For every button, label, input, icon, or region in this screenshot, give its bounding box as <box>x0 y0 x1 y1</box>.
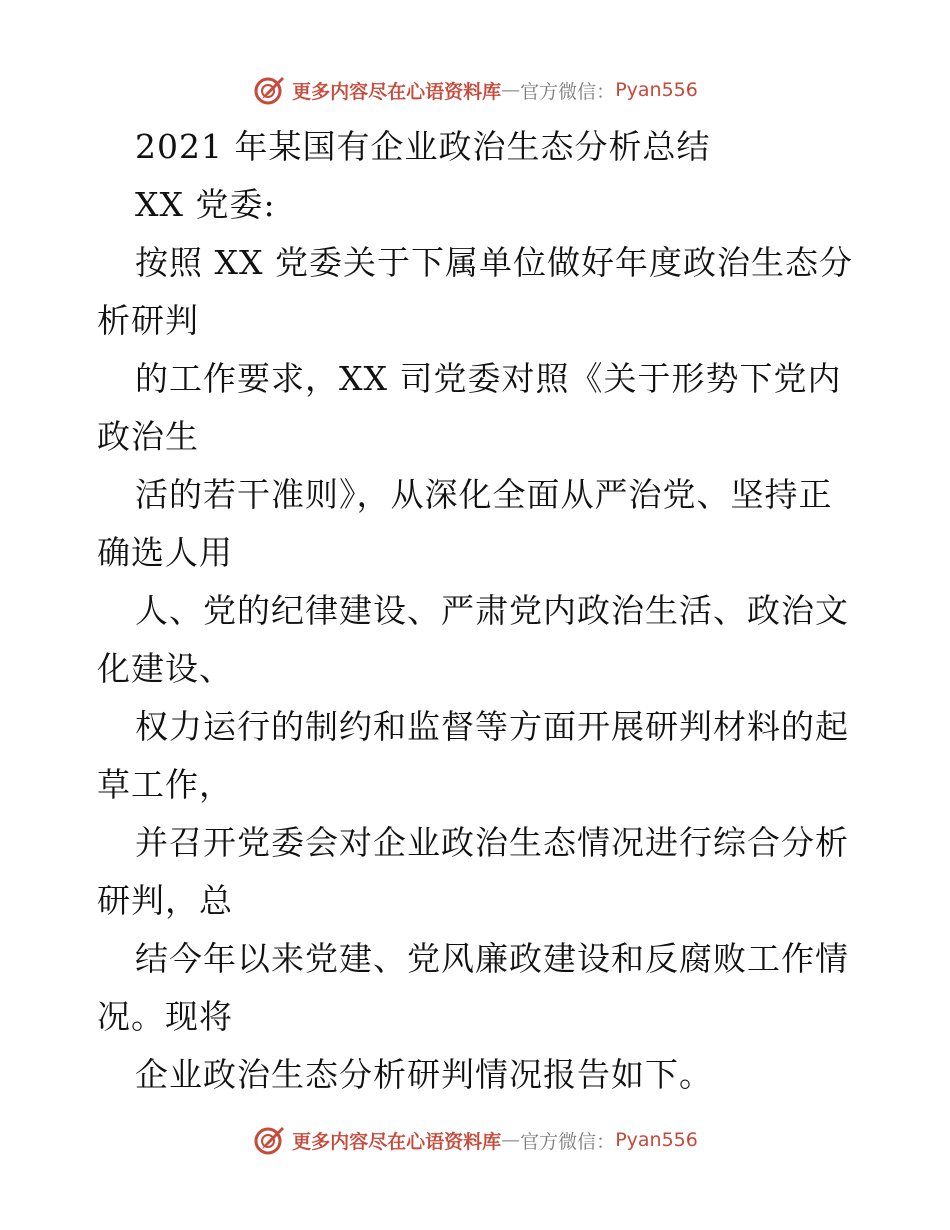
text-line: 确选人用 <box>97 533 233 572</box>
watermark-official-label: 官方微信： <box>520 1130 616 1153</box>
watermark-dash: — <box>501 1129 521 1151</box>
text-line: 权力运行的制约和监督等方面开展研判材料的起 <box>135 707 849 746</box>
text-line: 结今年以来党建、党风廉政建设和反腐败工作情 <box>135 939 849 978</box>
header-watermark <box>0 70 950 110</box>
text-line: 化建设、 <box>97 649 233 688</box>
text-line: 政治生 <box>97 417 199 456</box>
text-line: 并召开党委会对企业政治生态情况进行综合分析 <box>135 823 849 862</box>
footer-watermark <box>0 1120 950 1160</box>
text-line: 况。现将 <box>97 997 233 1036</box>
text-line: 的工作要求，XX 司党委对照《关于形势下党内 <box>135 359 842 398</box>
document-title: 2021 年某国有企业政治生态分析总结 <box>135 127 711 166</box>
watermark-main-text: 更多内容尽在心语资料库 <box>292 80 502 103</box>
text-line: 活的若干准则》，从深化全面从严治党、坚持正 <box>135 475 833 514</box>
text-line: 按照 XX 党委关于下属单位做好年度政治生态分 <box>135 243 853 282</box>
text-line: 企业政治生态分析研判情况报告如下。 <box>135 1055 713 1094</box>
text-line: 草工作， <box>97 765 233 804</box>
text-line: 研判，总 <box>97 881 233 920</box>
text-line: XX 党委: <box>135 185 276 224</box>
pen-logo-icon <box>252 73 286 107</box>
watermark-dash: — <box>501 79 521 101</box>
watermark-main-text: 更多内容尽在心语资料库 <box>292 1130 502 1153</box>
watermark-official-label: 官方微信： <box>520 80 616 103</box>
pen-logo-icon <box>252 1123 286 1157</box>
text-line: 析研判 <box>97 301 199 340</box>
document-body <box>97 118 857 1104</box>
text-line: 人、党的纪律建设、严肃党内政治生活、政治文 <box>135 591 849 630</box>
watermark-wechat-id: Pyan556 <box>615 1129 698 1151</box>
watermark-wechat-id: Pyan556 <box>615 79 698 101</box>
